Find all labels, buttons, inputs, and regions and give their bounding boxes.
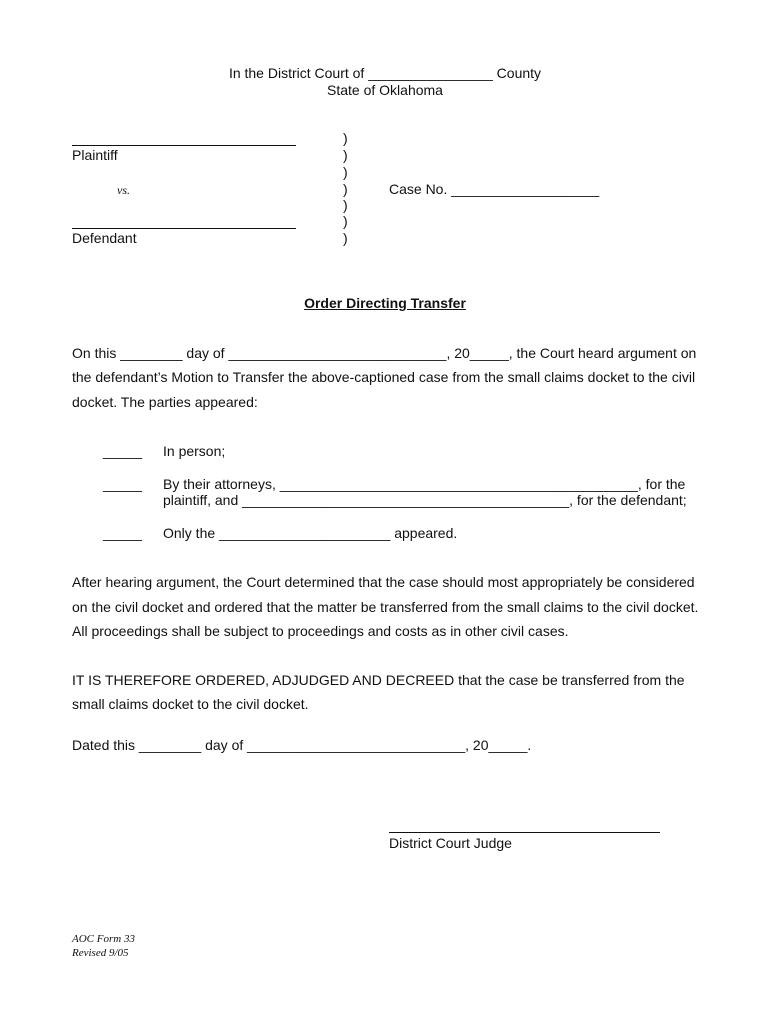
form-number: AOC Form 33 (72, 933, 135, 945)
plaintiff-label: Plaintiff (72, 147, 118, 163)
plaintiff-name-line[interactable] (72, 145, 296, 146)
judge-signature-line[interactable] (389, 832, 660, 833)
court-heading: In the District Court of ________________ County (228, 65, 542, 81)
caption-paren: ) (343, 213, 348, 229)
caption-paren: ) (343, 164, 348, 180)
option-blank[interactable]: _____ (103, 525, 142, 541)
judge-signature-label: District Court Judge (389, 835, 512, 851)
caption-paren: ) (343, 130, 348, 146)
paragraph-2-line-2: on the civil docket and ordered that the matter be transferred from the small claims to the civil docket. (72, 599, 699, 615)
option-attorneys-line-2: plaintiff, and __________________________________________, for the defendant; (163, 492, 687, 508)
caption-paren: ) (343, 230, 348, 246)
option-blank[interactable]: _____ (103, 476, 142, 492)
vs-label: vs. (117, 183, 130, 197)
caption-paren: ) (343, 181, 348, 197)
defendant-name-line[interactable] (72, 228, 296, 229)
option-attorneys-line-1: By their attorneys, ______________________________________________, for the (163, 476, 686, 492)
defendant-label: Defendant (72, 230, 137, 246)
paragraph-2-line-1: After hearing argument, the Court determined that the case should most appropriately be considered (72, 574, 695, 590)
caption-paren: ) (343, 147, 348, 163)
document-title: Order Directing Transfer (304, 295, 466, 311)
paragraph-1-line-3: docket. The parties appeared: (72, 394, 258, 410)
form-revision: Revised 9/05 (72, 947, 129, 959)
paragraph-2-line-3: All proceedings shall be subject to proceedings and costs as in other civil cases. (72, 623, 569, 639)
paragraph-1-line-1: On this ________ day of ____________________________, 20_____, the Court heard argument on (72, 345, 697, 361)
option-blank[interactable]: _____ (103, 443, 142, 459)
paragraph-3-line-2: small claims docket to the civil docket. (72, 696, 309, 712)
paragraph-1-line-2: the defendant’s Motion to Transfer the above-captioned case from the small claims docket to the civil (72, 369, 696, 385)
dated-line: Dated this ________ day of ____________________________, 20_____. (72, 737, 532, 753)
state-heading: State of Oklahoma (327, 82, 443, 98)
caption-paren: ) (343, 197, 348, 213)
option-in-person: In person; (163, 443, 226, 459)
case-number[interactable]: Case No. ___________________ (389, 181, 600, 197)
option-only-the: Only the ______________________ appeared. (163, 525, 458, 541)
paragraph-3-line-1: IT IS THEREFORE ORDERED, ADJUDGED AND DECREED that the case be transferred from the (72, 672, 685, 688)
